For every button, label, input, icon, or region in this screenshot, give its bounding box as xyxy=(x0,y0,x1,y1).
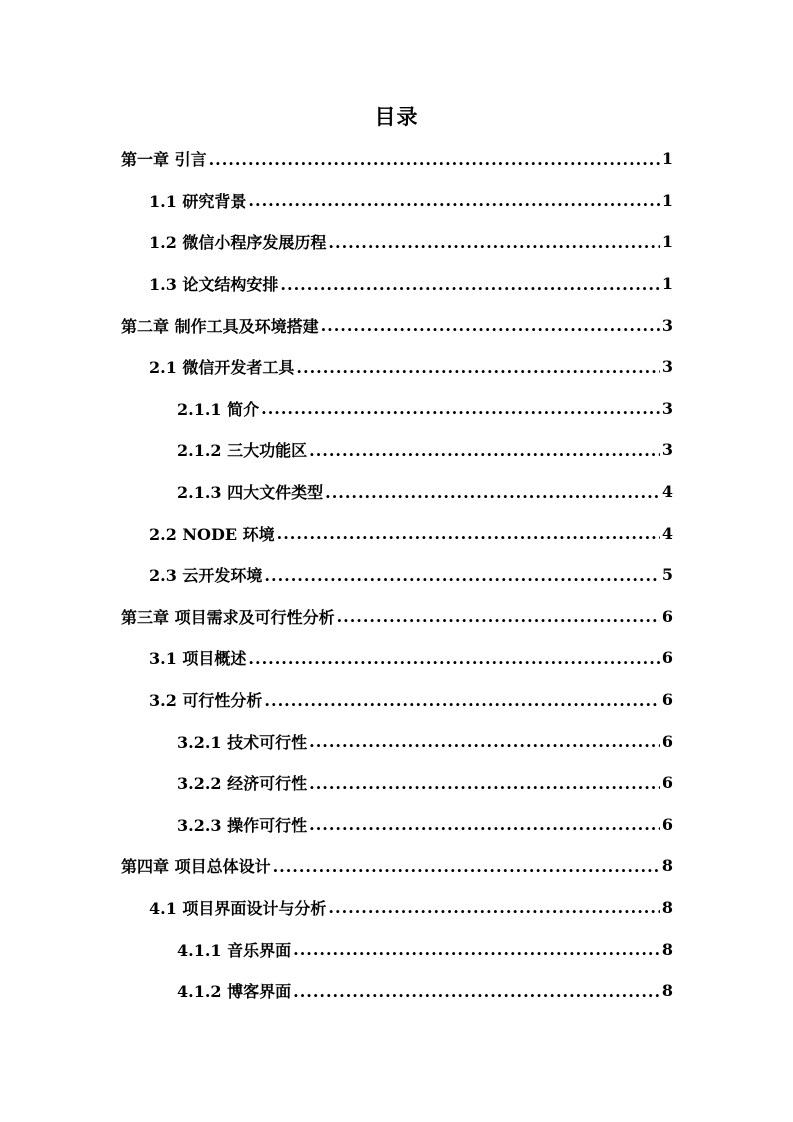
toc-entry[interactable] xyxy=(121,512,673,554)
toc-entry[interactable] xyxy=(121,887,673,929)
toc-dot-leader xyxy=(309,443,660,459)
toc-entry[interactable] xyxy=(121,804,673,846)
toc-dot-leader xyxy=(277,526,660,542)
toc-entry-label: 4.1.1 音乐界面 xyxy=(177,940,292,960)
toc-dot-leader xyxy=(264,568,659,584)
toc-entry-label: 第四章 项目总体设计 xyxy=(121,857,271,877)
toc-dot-leader xyxy=(209,152,660,168)
toc-entry-label: 第三章 项目需求及可行性分析 xyxy=(121,607,335,627)
toc-entry[interactable] xyxy=(121,304,673,346)
toc-entry[interactable] xyxy=(121,221,673,263)
toc-page-number: 1 xyxy=(661,190,673,210)
toc-entry[interactable] xyxy=(121,429,673,471)
toc-entry[interactable] xyxy=(121,554,673,596)
toc-page-number: 3 xyxy=(661,357,673,377)
toc-page-number: 6 xyxy=(661,731,673,751)
toc-entry[interactable] xyxy=(121,388,673,430)
toc-entry-label: 第二章 制作工具及环境搭建 xyxy=(121,316,319,336)
toc-page-number: 4 xyxy=(661,482,673,502)
toc-entry-label: 2.1.3 四大文件类型 xyxy=(177,483,324,503)
toc-page-number: 1 xyxy=(661,232,673,252)
toc-dot-leader xyxy=(264,693,659,709)
toc-entry-label: 4.1 项目界面设计与分析 xyxy=(149,898,327,918)
toc-page-number: 6 xyxy=(661,648,673,668)
toc-entry-label: 1.3 论文结构安排 xyxy=(149,275,279,295)
toc-dot-leader xyxy=(273,859,660,875)
toc-dot-leader xyxy=(309,734,660,750)
toc-dot-leader xyxy=(261,401,660,417)
toc-entry[interactable] xyxy=(121,970,673,1012)
toc-entry-label: 3.1 项目概述 xyxy=(149,649,247,669)
toc-dot-leader xyxy=(309,817,660,833)
toc-page-number: 8 xyxy=(661,856,673,876)
toc-entry[interactable] xyxy=(121,138,673,180)
toc-entry[interactable] xyxy=(121,471,673,513)
toc-entry[interactable] xyxy=(121,720,673,762)
toc-dot-leader xyxy=(328,900,659,916)
toc-page-number: 3 xyxy=(661,440,673,460)
toc-entry[interactable] xyxy=(121,596,673,638)
toc-entry-label: 1.1 研究背景 xyxy=(149,191,247,211)
toc-page-number: 6 xyxy=(661,690,673,710)
toc-page-number: 5 xyxy=(661,565,673,585)
toc-dot-leader xyxy=(337,609,660,625)
toc-page-number: 6 xyxy=(661,814,673,834)
toc-page-number: 6 xyxy=(661,606,673,626)
toc-page-number: 6 xyxy=(661,773,673,793)
toc-dot-leader xyxy=(248,193,659,209)
toc-entry-label: 第一章 引言 xyxy=(121,150,207,170)
toc-page-number: 8 xyxy=(661,981,673,1001)
toc-entry[interactable] xyxy=(121,346,673,388)
toc-page-number: 1 xyxy=(661,274,673,294)
toc-entry[interactable] xyxy=(121,637,673,679)
toc-title: 目录 xyxy=(374,104,419,129)
toc-page-number: 8 xyxy=(661,939,673,959)
toc-entry[interactable] xyxy=(121,845,673,887)
toc-dot-leader xyxy=(293,984,660,1000)
toc-page-number: 1 xyxy=(661,149,673,169)
toc-dot-leader xyxy=(296,360,659,376)
toc-page-number: 4 xyxy=(661,523,673,543)
toc-dot-leader xyxy=(280,277,659,293)
toc-page-number: 8 xyxy=(661,897,673,917)
toc-dot-leader xyxy=(293,942,660,958)
toc-entry-label: 1.2 微信小程序发展历程 xyxy=(149,233,327,253)
toc-entry[interactable] xyxy=(121,263,673,305)
toc-entry-label: 2.2 NODE 环境 xyxy=(149,524,275,544)
toc-entry[interactable] xyxy=(121,928,673,970)
toc-list xyxy=(121,138,673,1011)
toc-dot-leader xyxy=(321,318,660,334)
toc-entry-label: 3.2.1 技术可行性 xyxy=(177,732,308,752)
toc-entry-label: 2.1.2 三大功能区 xyxy=(177,441,308,461)
toc-page-number: 3 xyxy=(661,398,673,418)
toc-entry-label: 3.2.2 经济可行性 xyxy=(177,774,308,794)
toc-entry-label: 4.1.2 博客界面 xyxy=(177,982,292,1002)
toc-dot-leader xyxy=(328,235,659,251)
toc-entry[interactable] xyxy=(121,679,673,721)
toc-page-number: 3 xyxy=(661,315,673,335)
toc-entry-label: 3.2 可行性分析 xyxy=(149,691,263,711)
toc-dot-leader xyxy=(325,485,660,501)
toc-entry[interactable] xyxy=(121,180,673,222)
toc-entry[interactable] xyxy=(121,762,673,804)
toc-dot-leader xyxy=(309,776,660,792)
toc-entry-label: 2.1.1 简介 xyxy=(177,399,260,419)
toc-entry-label: 3.2.3 操作可行性 xyxy=(177,815,308,835)
toc-dot-leader xyxy=(248,651,659,667)
toc-entry-label: 2.3 云开发环境 xyxy=(149,566,263,586)
toc-entry-label: 2.1 微信开发者工具 xyxy=(149,358,295,378)
